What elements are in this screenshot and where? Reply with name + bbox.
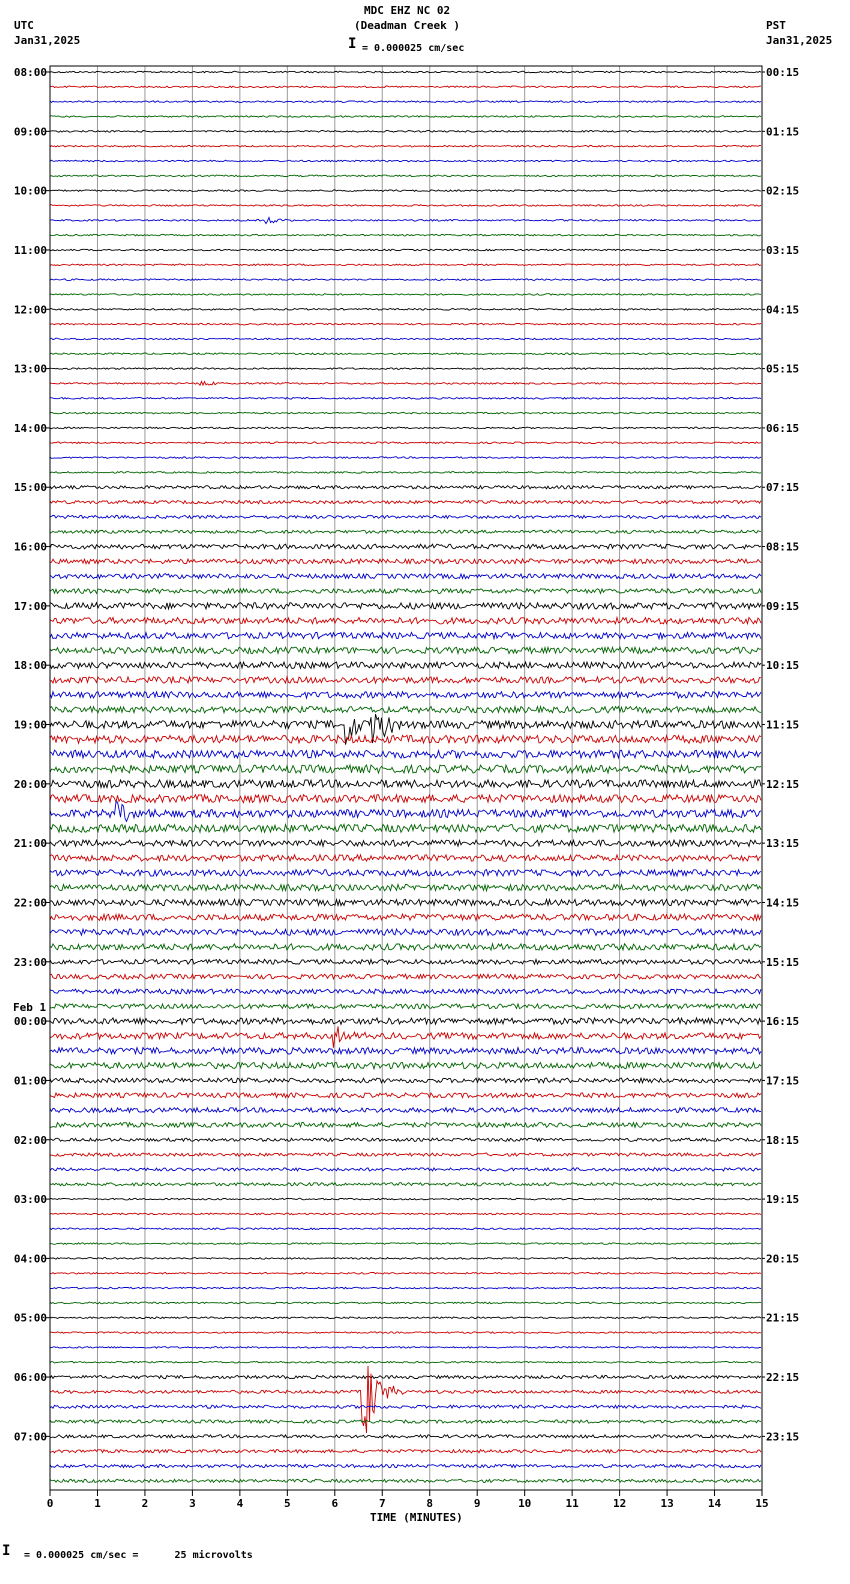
seismogram-trace [50,530,761,533]
seismogram-trace [50,603,761,609]
seismogram-trace [50,1361,761,1363]
seismogram-trace [50,929,761,935]
header-scale-text: = 0.000025 cm/sec [362,43,465,54]
seismogram-trace [50,175,761,177]
seismogram-trace [50,544,761,549]
scale-bar-icon: I [348,36,357,52]
pst-hour-label: 02:15 [766,184,800,198]
utc-hour-label: 08:00 [13,66,47,79]
pst-hour-label: 09:15 [766,599,800,613]
seismogram-trace [50,1026,761,1047]
seismogram-trace [50,885,761,891]
seismogram-trace [50,131,761,133]
seismogram-trace [50,1108,761,1113]
seismogram-trace [50,1435,761,1438]
seismogram-trace [50,1183,761,1186]
seismogram-trace [50,323,761,325]
seismogram-trace [50,914,761,920]
seismogram-trace [50,855,761,861]
seismogram-trace [50,795,761,803]
seismogram-trace [50,824,761,832]
x-tick-label: 4 [236,1497,244,1510]
x-tick-label: 2 [141,1497,149,1510]
pst-hour-label: 08:15 [766,540,800,554]
seismogram-trace [50,1138,761,1141]
seismogram-trace [50,1258,761,1260]
seismogram-trace [50,1213,761,1215]
seismogram-trace [50,205,761,207]
chart-title-line2: (Deadman Creek ) [354,19,460,32]
chart-title-line1: MDC EHZ NC 02 [364,4,451,17]
x-tick-label: 11 [565,1497,579,1510]
seismogram-trace [50,1004,761,1009]
pst-hour-label: 05:15 [766,362,800,376]
seismogram-trace [50,632,761,638]
pst-hour-label: 16:15 [766,1015,800,1029]
seismogram-trace [50,707,761,713]
seismogram-trace [50,234,761,236]
seismogram-trace [50,840,761,846]
seismogram-trace [50,353,761,355]
seismogram-trace [50,1420,761,1423]
pst-hour-label: 03:15 [766,244,800,257]
utc-hour-label: 20:00 [13,777,47,791]
seismogram-trace [50,1153,761,1156]
seismogram-trace [50,218,761,224]
right-timezone-label: PST [766,19,786,32]
footer-scale-text: = 0.000025 cm/sec = 25 microvolts [24,1550,253,1561]
pst-hour-label: 21:15 [766,1311,800,1325]
x-tick-label: 0 [46,1497,54,1510]
pst-hour-label: 22:15 [766,1371,800,1384]
seismogram-trace [50,249,761,251]
utc-hour-label: 19:00 [13,718,47,732]
pst-hour-label: 14:15 [766,896,800,910]
utc-hour-label: 04:00 [13,1252,47,1266]
seismogram-trace [50,802,761,822]
seismogram-trace [50,959,761,964]
pst-hour-label: 01:15 [766,125,800,139]
x-tick-label: 8 [426,1497,434,1510]
seismogram-trace [50,515,761,518]
right-date-label: Jan31,2025 [766,34,833,47]
pst-hour-label: 20:15 [766,1252,800,1266]
seismogram-trace [50,989,761,994]
seismogram-trace [50,1332,761,1334]
pst-hour-label: 15:15 [766,955,800,969]
pst-hour-label: 23:15 [766,1430,800,1444]
utc-hour-label: 00:00 [13,1015,47,1029]
seismogram-trace [50,870,761,876]
x-tick-label: 14 [707,1497,722,1510]
seismogram-trace [50,160,761,162]
seismogram-trace [50,294,761,296]
x-tick-label: 15 [755,1497,769,1510]
x-tick-label: 12 [612,1497,627,1510]
seismogram-trace [50,944,761,950]
utc-hour-label: 12:00 [13,303,47,317]
utc-hour-label: 23:00 [13,955,47,969]
seismogram-trace [50,338,761,340]
seismogram-trace [50,750,761,758]
seismogram-trace [50,559,761,564]
utc-hour-label: 14:00 [13,421,47,435]
seismogram-trace [50,1243,761,1245]
seismogram-trace [50,101,761,103]
utc-hour-label: 13:00 [13,362,47,376]
seismogram-trace [50,145,761,147]
utc-hour-label: 03:00 [13,1193,47,1207]
x-tick-label: 3 [189,1497,196,1510]
seismogram-trace [50,1479,761,1482]
utc-hour-label: 06:00 [13,1371,47,1384]
seismogram-trace [50,381,761,385]
seismogram-trace [50,1347,761,1349]
utc-hour-label: 18:00 [13,659,47,673]
seismogram-trace [50,735,761,743]
seismogram-trace [50,1123,761,1128]
seismogram-trace [50,1093,761,1098]
pst-hour-label: 06:15 [766,421,800,435]
x-tick-label: 13 [660,1497,674,1510]
pst-hour-label: 04:15 [766,303,800,317]
seismogram-trace [50,1405,761,1408]
seismogram-trace [50,974,761,979]
x-tick-label: 10 [518,1497,532,1510]
seismogram-trace [50,398,761,400]
seismogram-trace [50,1228,761,1230]
seismogram-trace [50,412,761,414]
seismogram-trace [50,1062,761,1068]
pst-hour-label: 11:15 [766,718,800,732]
seismogram-trace [50,780,761,788]
utc-hour-label: 07:00 [13,1430,47,1444]
date-change-label: Feb 1 [13,1001,47,1015]
seismogram-trace [50,1464,761,1467]
seismogram-trace [50,264,761,266]
x-tick-label: 6 [331,1497,339,1510]
pst-hour-label: 07:15 [766,481,800,495]
seismogram-trace [50,1048,761,1054]
seismogram-trace [50,368,761,370]
seismogram-trace [50,457,761,459]
pst-hour-label: 19:15 [766,1193,800,1207]
utc-hour-label: 15:00 [13,481,47,495]
utc-hour-label: 01:00 [13,1074,47,1088]
utc-hour-label: 17:00 [13,599,47,613]
seismogram-trace [50,1018,761,1024]
pst-hour-label: 17:15 [766,1074,800,1088]
seismogram-trace [50,116,761,118]
seismogram-trace [50,1317,761,1319]
utc-hour-label: 16:00 [13,540,47,554]
utc-hour-label: 22:00 [13,896,47,910]
seismogram-trace [50,279,761,281]
utc-hour-label: 21:00 [13,837,47,851]
seismogram-trace [50,574,761,579]
seismogram-trace [50,765,761,773]
seismogram-trace [50,1198,761,1200]
x-tick-label: 7 [378,1497,386,1510]
seismogram-trace [50,486,761,489]
seismogram-trace [50,662,761,668]
seismogram-trace [50,899,761,905]
utc-hour-label: 02:00 [13,1133,47,1147]
left-date-label: Jan31,2025 [14,34,81,47]
seismogram-trace [50,618,761,624]
seismogram-trace [50,472,761,474]
seismogram-trace [50,190,761,192]
seismogram-trace [50,1168,761,1171]
pst-hour-label: 10:15 [766,659,800,673]
utc-hour-label: 05:00 [13,1311,47,1325]
seismogram-trace [50,647,761,653]
x-tick-label: 1 [94,1497,101,1510]
seismogram-trace [50,1287,761,1289]
pst-hour-label: 13:15 [766,837,800,851]
seismogram-trace [50,692,761,698]
pst-hour-label: 12:15 [766,777,800,791]
seismogram-trace [50,71,761,73]
seismogram-trace [50,1375,761,1378]
left-timezone-label: UTC [14,19,34,32]
seismogram-trace [50,1302,761,1304]
seismogram-trace [50,442,761,444]
seismogram-trace [50,501,761,504]
pst-hour-label: 00:15 [766,66,800,79]
footer-scale-bar-icon: I [2,1543,11,1559]
seismogram-trace [50,589,761,594]
x-axis-label: TIME (MINUTES) [370,1511,463,1524]
seismogram-trace [50,1272,761,1274]
seismogram-trace [50,309,761,311]
x-tick-label: 5 [283,1497,291,1510]
seismogram-trace [50,86,761,88]
pst-hour-label: 18:15 [766,1133,800,1147]
x-tick-label: 9 [473,1497,481,1510]
utc-hour-label: 10:00 [13,184,47,198]
seismogram-trace [50,677,761,683]
seismogram-trace [50,1450,761,1453]
utc-hour-label: 11:00 [13,244,47,257]
seismogram-trace [50,1078,761,1083]
utc-hour-label: 09:00 [13,125,47,139]
seismogram-trace [50,427,761,429]
